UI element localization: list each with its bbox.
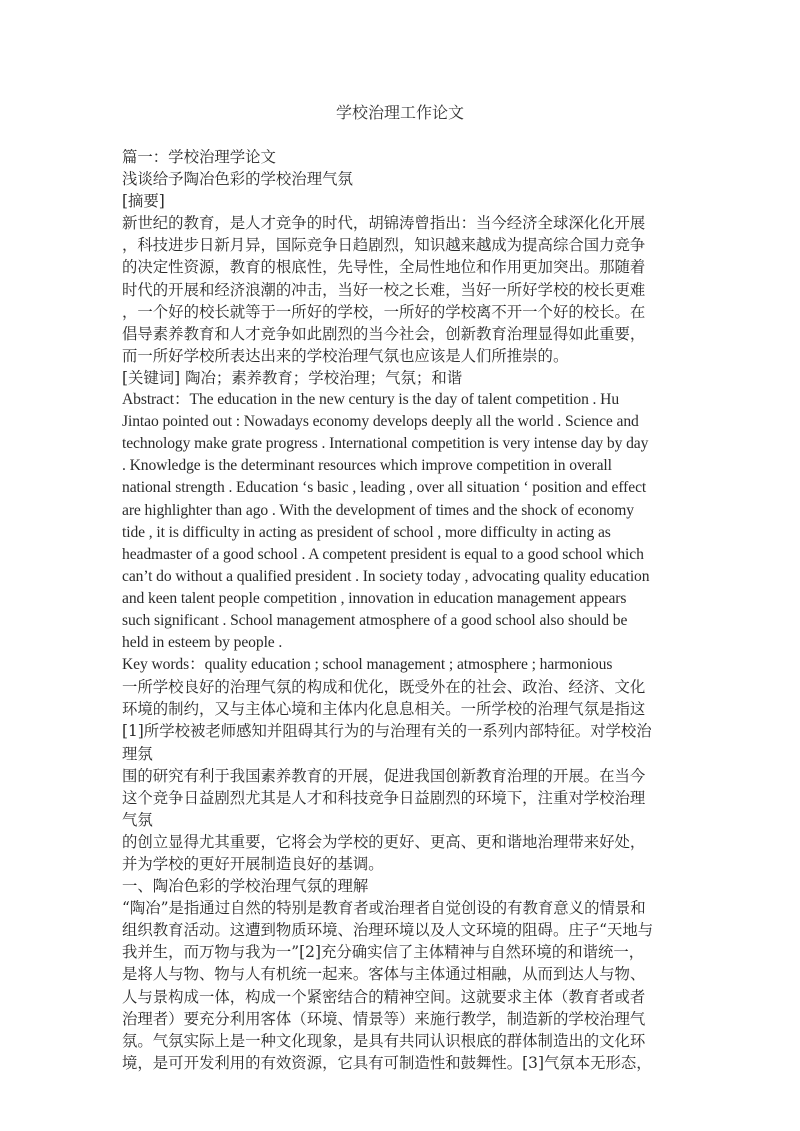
text-line: held in esteem by people . — [122, 634, 283, 652]
text-line: can’t do without a qualified president . In society today , advocating quality education — [122, 567, 650, 585]
text-line: tide , it is difficulty in acting as president of school , more difficulty in acting as — [122, 523, 611, 541]
text-line: 是将人与物、物与人有机统一起来。客体与主体通过相融，从而到达人与物、 — [122, 965, 646, 984]
text-line: 组织教育活动。这遭到物质环境、治理环境以及人文环境的阻碍。庄子“天地与 — [122, 921, 654, 940]
document-title: 学校治理工作论文 — [335, 103, 464, 122]
text-line: 氛。气氛实际上是一种文化现象，是具有共同认识根底的群体制造出的文化环 — [122, 1031, 646, 1050]
text-line: 理氛 — [122, 744, 153, 763]
text-line: such significant . School management atmosphere of a good school also should be — [122, 611, 628, 629]
text-line: ，科技进步日新月异，国际竞争日趋剧烈，知识越来越成为提高综合国力竞争 — [122, 236, 646, 255]
text-line: 的决定性资源，教育的根底性，先导性，全局性地位和作用更加突出。那随着 — [122, 258, 646, 277]
text-line: . Knowledge is the determinant resources which improve competition in overall — [122, 457, 612, 475]
text-line: 篇一：学校治理学论文 — [122, 148, 276, 166]
text-line: 新世纪的教育，是人才竞争的时代，胡锦涛曾指出：当今经济全球深化化开展 — [122, 214, 646, 233]
text-line: national strength . Education ‘s basic , leading , over all situation ‘ position and effect — [122, 479, 647, 497]
text-line: 这个竞争日益剧烈尤其是人才和科技竞争日益剧烈的环境下，注重对学校治理 — [122, 788, 646, 807]
text-line: technology make grate progress . International competition is very intense day by day — [122, 435, 649, 453]
text-line: [摘要] — [122, 192, 165, 211]
text-line: ，一个好的校长就等于一所好的学校，一所好的学校离不开一个好的校长。在 — [122, 302, 646, 321]
text-line: 境，是可开发利用的有效资源，它具有可制造性和鼓舞性。[3]气氛本无形态， — [122, 1053, 652, 1072]
text-line: “陶冶”是指通过自然的特别是教育者或治理者自觉创设的有教育意义的情景和 — [122, 899, 646, 918]
text-line: 浅谈给予陶冶色彩的学校治理气氛 — [122, 170, 353, 189]
text-line: 倡导素养教育和人才竞争如此剧烈的当今社会，创新教育治理显得如此重要， — [122, 324, 646, 343]
text-line: 环境的制约，又与主体心境和主体内化息息相关。一所学校的治理气氛是指这 — [122, 700, 646, 719]
text-line: [关键词] 陶冶；素养教育；学校治理；气氛；和谐 — [122, 368, 463, 387]
text-line: 人与景构成一体，构成一个紧密结合的精神空间。这就要求主体（教育者或者 — [122, 987, 646, 1006]
text-line: 并为学校的更好开展制造良好的基调。 — [122, 855, 384, 873]
text-line: Abstract：The education in the new century is the day of talent competition . Hu — [122, 391, 620, 409]
text-line: headmaster of a good school . A competent president is equal to a good school which — [122, 545, 644, 563]
text-line: 的创立显得尤其重要，它将会为学校的更好、更高、更和谐地治理带来好处， — [122, 832, 646, 851]
text-line: Jintao pointed out : Nowadays economy develops deeply all the world . Science and — [122, 413, 639, 431]
text-line: [1]所学校被老师感知并阻碍其行为的与治理有关的一系列内部特征。对学校治 — [122, 722, 652, 741]
text-line: 治理者）要充分利用客体（环境、情景等）来施行教学，制造新的学校治理气 — [122, 1009, 646, 1028]
text-line: 一所学校良好的治理气氛的构成和优化，既受外在的社会、政治、经济、文化 — [122, 678, 646, 697]
text-line: and keen talent people competition , innovation in education management appears — [122, 589, 627, 607]
text-line: 我并生，而万物与我为一”[2]充分确实信了主体精神与自然环境的和谐统一， — [122, 943, 645, 962]
text-line: 时代的开展和经济浪潮的冲击，当好一校之长难，当好一所好学校的校长更难 — [122, 280, 646, 299]
text-line: 而一所好学校所表达出来的学校治理气氛也应该是人们所推崇的。 — [122, 346, 569, 365]
text-line: Key words：quality education ; school management ; atmosphere ; harmonious — [122, 656, 613, 674]
text-line: 围的研究有利于我国素养教育的开展，促进我国创新教育治理的开展。在当今 — [122, 766, 646, 785]
text-line: 气氛 — [122, 810, 153, 829]
text-line: 一、陶冶色彩的学校治理气氛的理解 — [122, 877, 369, 896]
document-body — [122, 146, 682, 1074]
text-line: are highlighter than ago . With the development of times and the shock of economy — [122, 501, 634, 519]
